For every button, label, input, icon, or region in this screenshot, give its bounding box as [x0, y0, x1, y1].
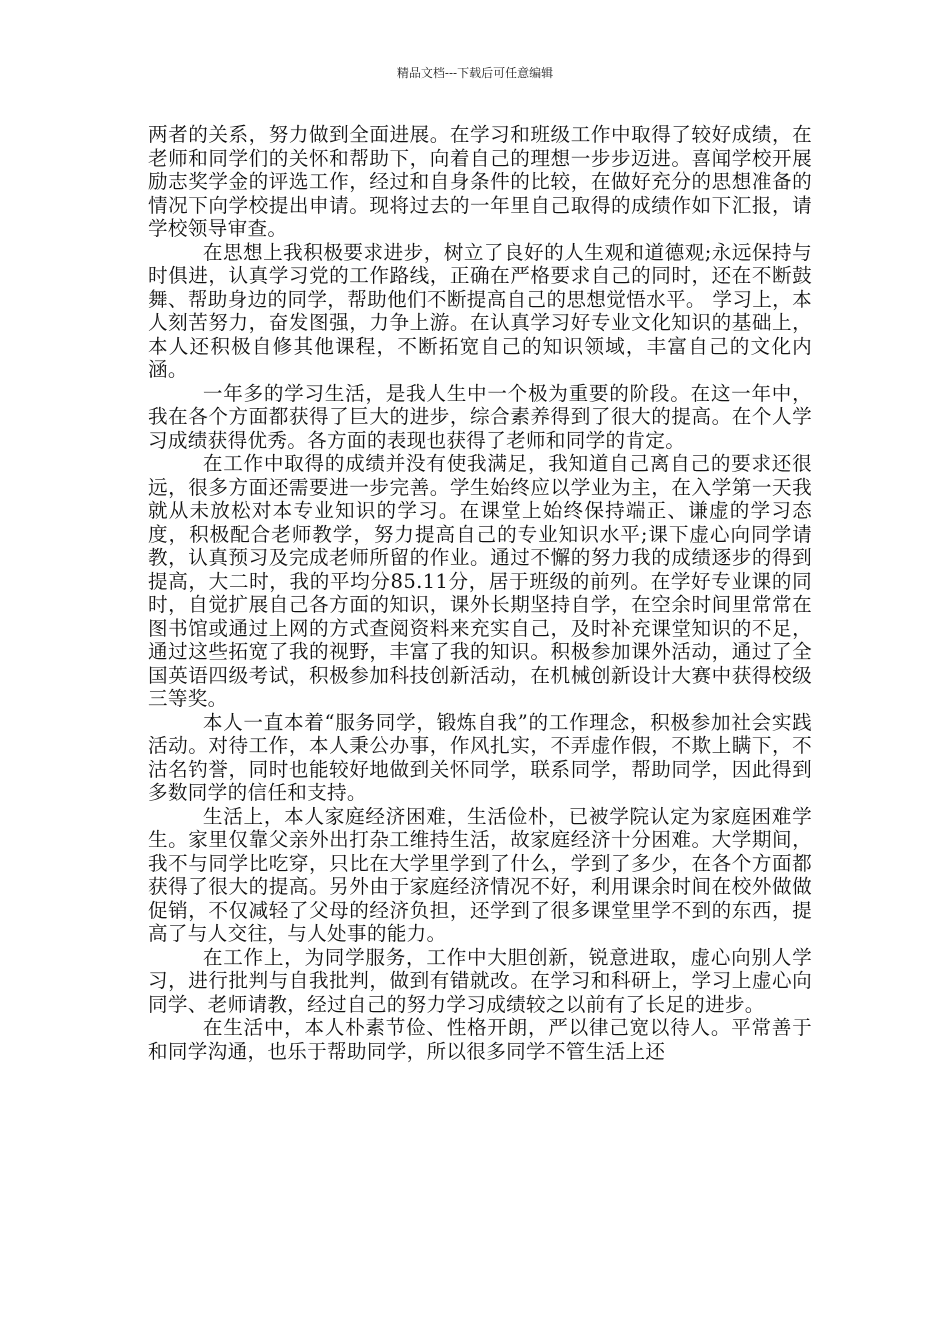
paragraph-8: 在生活中，本人朴素节俭、性格开朗，严以律己宽以待人。平常善于和同学沟通，也乐于帮助同学，所以很多同学不管生活上还: [148, 1016, 812, 1063]
paragraph-7: 在工作上，为同学服务，工作中大胆创新，锐意进取，虚心向别人学习，进行批判与自我批判，做到有错就改。在学习和科研上，学习上虚心向同学、老师请教，经过自己的努力学习成绩较之以前有了长足的进步。: [148, 945, 812, 1016]
paragraph-4: 在工作中取得的成绩并没有使我满足，我知道自己离自己的要求还很远，很多方面还需要进一步完善。学生始终应以学业为主，在入学第一天我就从未放松对本专业知识的学习。在课堂上始终保持端正、谦虚的学习态度，积极配合老师教学，努力提高自己的专业知识水平;课下虚心向同学请教，认真预习及完成老师所留的作业。通过不懈的努力我的成绩逐步的得到提高，大二时，我的平均分85.11分，居于班级的前列。在学好专业课的同时，自觉扩展自己各方面的知识，课外长期坚持自学，在空余时间里常常在图书馆或通过上网的方式查阅资料来充实自己，及时补充课堂知识的不足，通过这些拓宽了我的视野，丰富了我的知识。积极参加课外活动，通过了全国英语四级考试，积极参加科技创新活动，在机械创新设计大赛中获得校级三等奖。: [148, 452, 812, 710]
paragraph-3: 一年多的学习生活，是我人生中一个极为重要的阶段。在这一年中，我在各个方面都获得了巨大的进步，综合素养得到了很大的提高。在个人学习成绩获得优秀。各方面的表现也获得了老师和同学的肯定。: [148, 381, 812, 452]
paragraph-2: 在思想上我积极要求进步，树立了良好的人生观和道德观;永远保持与时俱进，认真学习党的工作路线，正确在严格要求自己的同时，还在不断鼓舞、帮助身边的同学，帮助他们不断提高自己的思想觉悟水平。 学习上，本人刻苦努力，奋发图强，力争上游。在认真学习好专业文化知识的基础上，本人还积极自修其他课程，不断拓宽自己的知识领域，丰富自己的文化内涵。: [148, 240, 812, 381]
page-header: 精品文档---下载后可任意编辑: [396, 66, 554, 80]
document-body: [148, 123, 812, 1063]
paragraph-1: 两者的关系，努力做到全面进展。在学习和班级工作中取得了较好成绩，在老师和同学们的关怀和帮助下，向着自己的理想一步步迈进。喜闻学校开展励志奖学金的评选工作，经过和自身条件的比较，在做好充分的思想准备的情况下向学校提出申请。现将过去的一年里自己取得的成绩作如下汇报，请学校领导审查。: [148, 123, 812, 240]
paragraph-5: 本人一直本着“服务同学，锻炼自我”的工作理念，积极参加社会实践活动。对待工作，本人秉公办事，作风扎实，不弄虚作假，不欺上瞒下，不沽名钓誉，同时也能较好地做到关怀同学，联系同学，帮助同学，因此得到多数同学的信任和支持。: [148, 710, 812, 804]
paragraph-6: 生活上，本人家庭经济困难，生活俭朴，已被学院认定为家庭困难学生。家里仅靠父亲外出打杂工维持生活，故家庭经济十分困难。大学期间，我不与同学比吃穿，只比在大学里学到了什么，学到了多少，在各个方面都获得了很大的提高。另外由于家庭经济情况不好，利用课余时间在校外做做促销，不仅减轻了父母的经济负担，还学到了很多课堂里学不到的东西，提高了与人交往，与人处事的能力。: [148, 804, 812, 945]
